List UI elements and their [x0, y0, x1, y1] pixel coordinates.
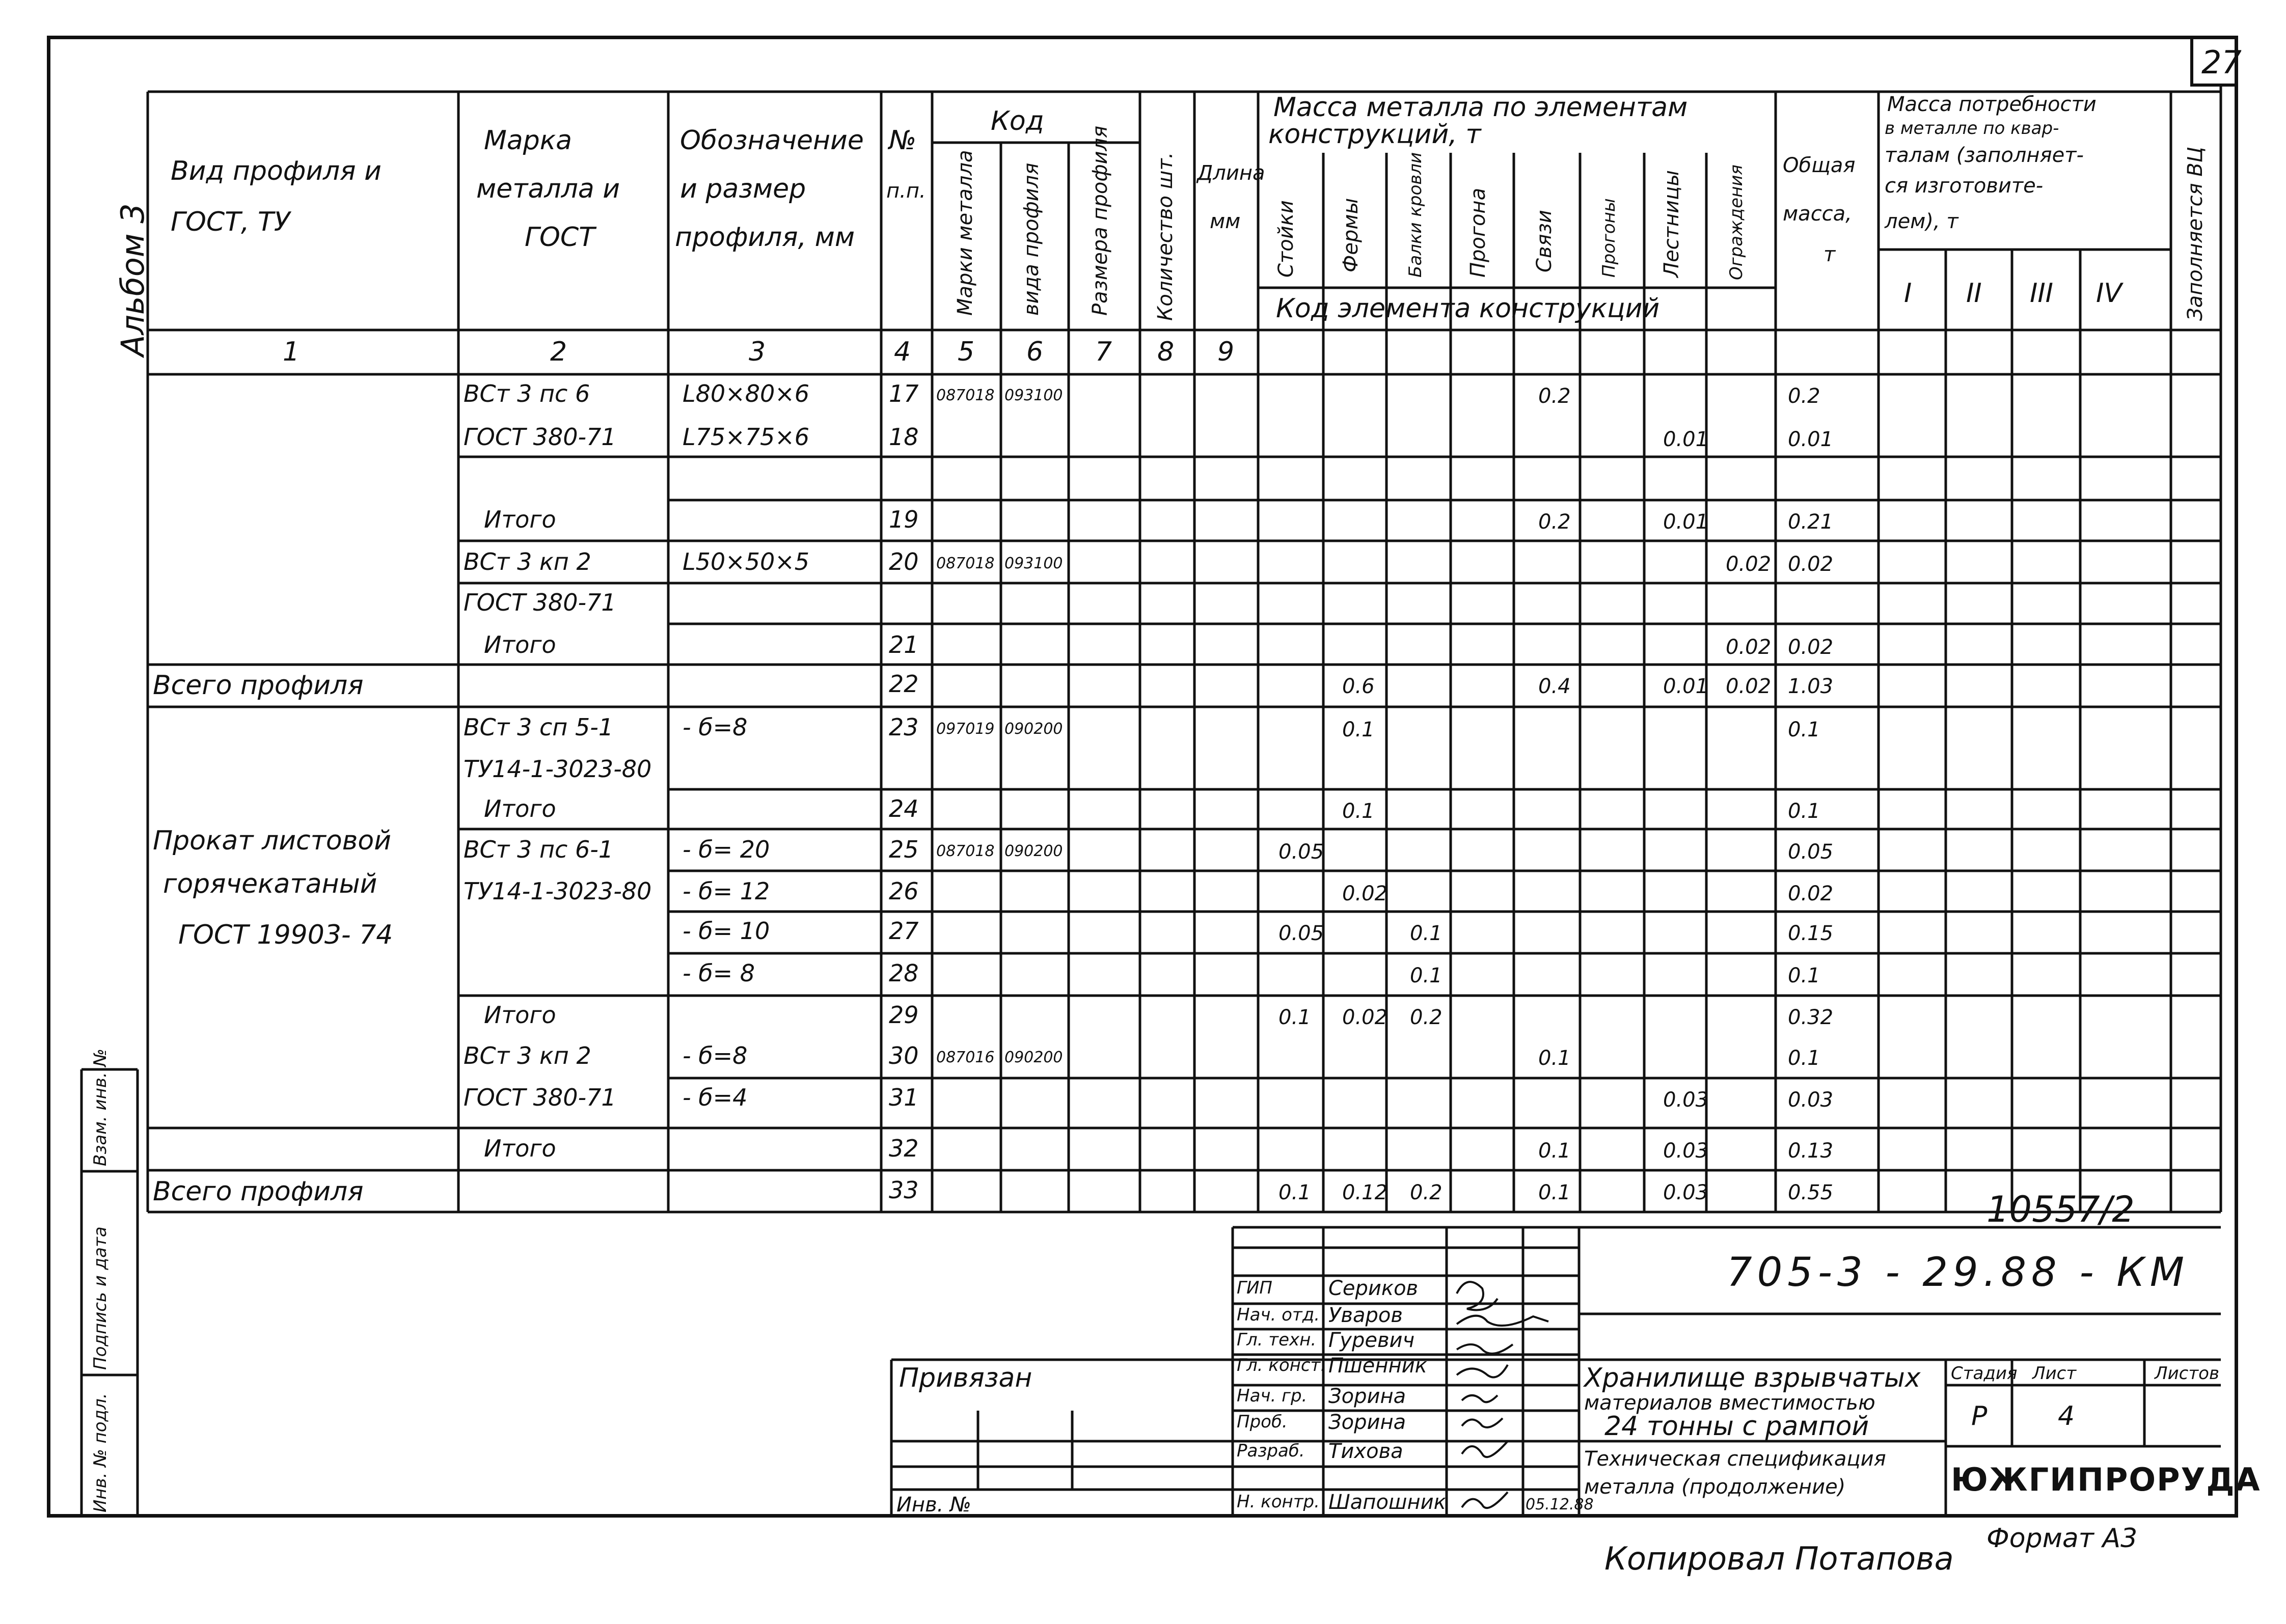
header-q1: I — [1904, 278, 1912, 309]
handwritten-number: 10557/2 — [1986, 1189, 2135, 1230]
row-elem-mass: 0.02 — [1342, 1006, 1388, 1029]
row-grade: ГОСТ 380-71 — [464, 423, 616, 451]
approval-role: Гл. конст. — [1237, 1355, 1326, 1375]
row-total-mass: 0.32 — [1788, 1006, 1834, 1029]
row-size: - б= 8 — [683, 959, 755, 987]
row-code-type: 093100 — [1004, 387, 1063, 404]
row-elem-mass: 0.1 — [1342, 718, 1375, 741]
row-elem-mass: 0.05 — [1278, 922, 1324, 945]
approval-role: ГИП — [1237, 1278, 1272, 1298]
row-number: 33 — [889, 1176, 919, 1204]
stamp-vzam-inv: Взам. инв. № — [90, 1049, 111, 1166]
header-elem-5: Связи — [1533, 210, 1556, 272]
row-grade: ТУ14-1-3023-80 — [464, 755, 652, 783]
header-qty: Количество шт. — [1154, 152, 1177, 321]
row-elem-mass: 0.2 — [1410, 1006, 1443, 1029]
row-grade: ВСт 3 пс 6 — [464, 380, 590, 407]
row-elem-mass: 0.2 — [1538, 510, 1571, 534]
approval-name: Шапошник — [1328, 1491, 1446, 1514]
row-profile: Всего профиля — [153, 1176, 364, 1207]
row-grade: ТУ14-1-3023-80 — [464, 877, 652, 905]
row-number: 17 — [889, 380, 919, 407]
row-elem-mass: 0.03 — [1663, 1088, 1709, 1112]
approval-name: Тихова — [1328, 1440, 1403, 1463]
approval-role: Нач. отд. — [1237, 1305, 1320, 1325]
approval-name: Пшенник — [1328, 1354, 1427, 1378]
row-grade: Итого — [484, 631, 556, 658]
row-elem-mass: 0.2 — [1538, 384, 1571, 408]
row-total-mass: 0.02 — [1788, 553, 1834, 576]
approval-role: Н. контр. — [1237, 1492, 1320, 1512]
row-size: - б=8 — [683, 1042, 748, 1069]
corner-sheet-number: 27 — [2201, 44, 2242, 81]
row-elem-mass: 0.6 — [1342, 675, 1375, 698]
row-size: - б= 20 — [683, 836, 770, 863]
header-vc: Заполняется ВЦ — [2184, 147, 2207, 321]
approval-name: Сериков — [1328, 1277, 1419, 1300]
row-elem-mass: 0.1 — [1538, 1047, 1571, 1070]
row-number: 25 — [889, 836, 919, 863]
row-elem-mass: 0.02 — [1726, 675, 1772, 698]
row-total-mass: 0.05 — [1788, 840, 1834, 864]
header-q3: III — [2030, 278, 2054, 309]
row-grade: Итого — [484, 1001, 556, 1029]
row-elem-mass: 0.12 — [1342, 1181, 1388, 1204]
inv-label: Инв. № — [896, 1493, 971, 1517]
row-size: - б= 12 — [683, 877, 770, 905]
header-length-unit: мм — [1210, 210, 1241, 233]
row-number: 24 — [889, 795, 919, 822]
row-grade: Итого — [484, 506, 556, 533]
row-elem-mass: 0.03 — [1663, 1139, 1709, 1163]
stage-value: Р — [1971, 1401, 1988, 1432]
row-number: 31 — [889, 1084, 919, 1111]
header-q2: II — [1966, 278, 1982, 309]
row-size: - б= 10 — [683, 917, 770, 945]
row-grade: ГОСТ 380-71 — [464, 589, 616, 616]
row-size: L75×75×6 — [683, 423, 810, 451]
header-length: Длина — [1197, 161, 1265, 185]
row-elem-mass: 0.1 — [1538, 1139, 1571, 1163]
row-total-mass: 1.03 — [1788, 675, 1834, 698]
row-elem-mass: 0.01 — [1663, 428, 1709, 451]
row-number: 18 — [889, 423, 919, 451]
row-grade: ВСт 3 пс 6-1 — [464, 836, 614, 863]
row-total-mass: 0.1 — [1788, 964, 1820, 987]
row-total-mass: 0.02 — [1788, 882, 1834, 905]
row-total-mass: 0.13 — [1788, 1139, 1834, 1163]
row-elem-mass: 0.1 — [1278, 1006, 1311, 1029]
row-total-mass: 0.1 — [1788, 1047, 1820, 1070]
row-elem-mass: 0.01 — [1663, 675, 1709, 698]
approval-name: Зорина — [1328, 1411, 1406, 1434]
row-total-mass: 0.21 — [1788, 510, 1834, 534]
row-elem-mass: 0.02 — [1726, 636, 1772, 659]
header-elem-1: Стойки — [1274, 200, 1298, 278]
row-number: 26 — [889, 877, 919, 905]
row-total-mass: 0.03 — [1788, 1088, 1834, 1112]
row-code-grade: 087018 — [936, 842, 995, 860]
header-elem-6: Прогоны — [1599, 198, 1619, 278]
row-elem-mass: 0.1 — [1538, 1181, 1571, 1204]
approval-name: Зорина — [1328, 1385, 1406, 1408]
header-elem-3: Балки кровли — [1405, 152, 1426, 278]
approval-role: Нач. гр. — [1237, 1386, 1308, 1406]
row-size: - б=8 — [683, 713, 748, 741]
row-number: 21 — [889, 631, 919, 658]
row-grade: ВСт 3 кп 2 — [464, 548, 591, 575]
approval-name: Уваров — [1328, 1304, 1403, 1327]
row-elem-mass: 0.2 — [1410, 1181, 1443, 1204]
row-size: L80×80×6 — [683, 380, 810, 407]
header-mass-title: Масса металла по элементам — [1273, 92, 1688, 123]
stamp-inv-podl: Инв. № подл. — [90, 1393, 111, 1512]
sheet-label: Лист — [2032, 1363, 2077, 1384]
row-number: 32 — [889, 1135, 919, 1162]
stamp-signature-date: Подпись и дата — [90, 1226, 111, 1370]
row-number: 20 — [889, 548, 919, 575]
header-kod-grade: Марки металла — [954, 150, 977, 316]
row-code-type: 090200 — [1004, 720, 1063, 738]
sheets-label: Листов — [2155, 1363, 2220, 1384]
row-elem-mass: 0.02 — [1342, 882, 1388, 905]
row-total-mass: 0.2 — [1788, 384, 1820, 408]
row-elem-mass: 0.1 — [1278, 1181, 1311, 1204]
drawing-code: 705-3 - 29.88 - КМ — [1727, 1250, 2190, 1296]
row-number: 23 — [889, 713, 919, 741]
row-code-type: 090200 — [1004, 1049, 1063, 1066]
row-profile: Всего профиля — [153, 670, 364, 701]
row-number: 22 — [889, 670, 919, 698]
row-total-mass: 0.15 — [1788, 922, 1834, 945]
sign-date: 05.12.88 — [1526, 1496, 1594, 1513]
header-kod: Код — [991, 106, 1044, 136]
header-q4: IV — [2096, 278, 2122, 309]
row-number: 27 — [889, 917, 919, 945]
row-number: 28 — [889, 959, 919, 987]
organization-name: ЮЖГИПРОРУДА — [1951, 1461, 2261, 1498]
row-number: 29 — [889, 1001, 919, 1029]
row-code-grade: 097019 — [936, 720, 995, 738]
row-code-grade: 087018 — [936, 387, 995, 404]
paper-format: Формат А3 — [1986, 1523, 2138, 1554]
row-total-mass: 0.01 — [1788, 428, 1834, 451]
row-elem-mass: 0.05 — [1278, 840, 1324, 864]
row-grade: ВСт 3 кп 2 — [464, 1042, 591, 1069]
row-total-mass: 0.1 — [1788, 718, 1820, 741]
copied-by: Копировал Потапова — [1604, 1540, 1954, 1577]
row-grade: Итого — [484, 1135, 556, 1162]
row-grade: ГОСТ 380-71 — [464, 1084, 616, 1111]
row-grade: ВСт 3 сп 5-1 — [464, 713, 614, 741]
row-elem-mass: 0.01 — [1663, 510, 1709, 534]
header-elem-8: Ограждения — [1726, 164, 1747, 280]
row-elem-mass: 0.4 — [1538, 675, 1571, 698]
row-total-mass: 0.55 — [1788, 1181, 1834, 1204]
header-kod-size: Размера профиля — [1088, 125, 1112, 316]
row-elem-mass: 0.1 — [1410, 922, 1443, 945]
header-kod-type: вида профиля — [1020, 162, 1043, 316]
approval-role: Гл. техн. — [1237, 1330, 1317, 1350]
attached-label: Привязан — [899, 1363, 1032, 1393]
row-total-mass: 0.02 — [1788, 636, 1834, 659]
row-size: - б=4 — [683, 1084, 748, 1111]
approval-role: Разраб. — [1237, 1441, 1305, 1461]
row-elem-mass: 0.02 — [1726, 553, 1772, 576]
row-size: L50×50×5 — [683, 548, 810, 575]
row-code-type: 090200 — [1004, 842, 1063, 860]
row-number: 19 — [889, 506, 919, 533]
header-mass-unit: конструкций, т — [1268, 119, 1481, 150]
approval-name: Гуревич — [1328, 1329, 1415, 1352]
row-number: 30 — [889, 1042, 919, 1069]
album-label: Альбом 3 — [114, 203, 151, 356]
row-code-grade: 087016 — [936, 1049, 995, 1066]
approval-role: Проб. — [1237, 1412, 1288, 1432]
header-elem-2: Фермы — [1339, 198, 1363, 272]
row-elem-mass: 0.1 — [1410, 964, 1443, 987]
header-elem-7: Лестницы — [1660, 170, 1683, 278]
row-total-mass: 0.1 — [1788, 800, 1820, 823]
header-elem-4: Прогона — [1466, 187, 1490, 278]
row-elem-mass: 0.03 — [1663, 1181, 1709, 1204]
row-code-type: 093100 — [1004, 555, 1063, 572]
row-grade: Итого — [484, 795, 556, 822]
row-code-grade: 087018 — [936, 555, 995, 572]
header-elem-code: Код элемента конструкций — [1276, 293, 1660, 324]
sheet-value: 4 — [2058, 1401, 2075, 1432]
stage-label: Стадия — [1951, 1363, 2018, 1384]
row-elem-mass: 0.1 — [1342, 800, 1375, 823]
